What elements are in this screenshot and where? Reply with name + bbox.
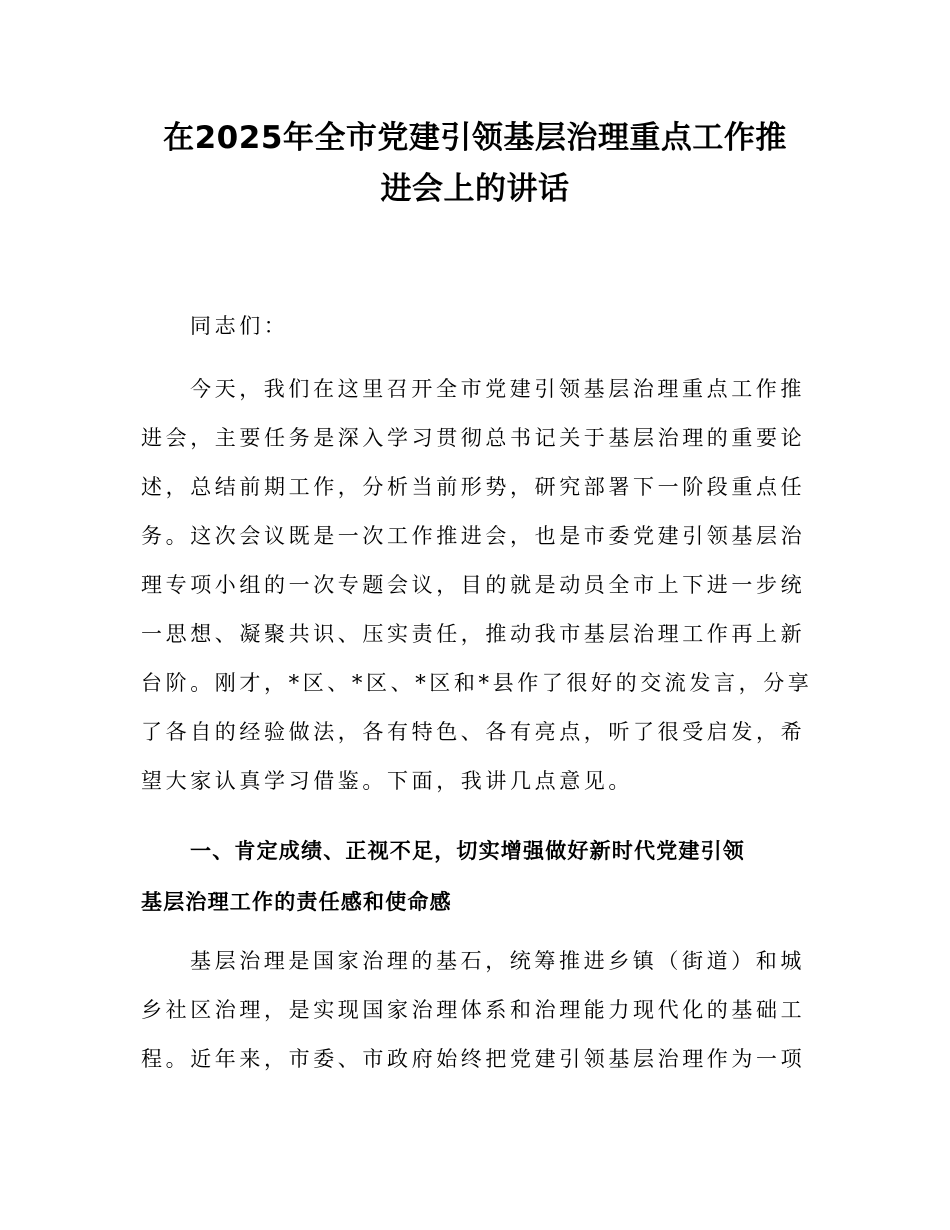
paragraph-line: 基层治理是国家治理的基石，统筹推进乡镇（街道）和城 bbox=[190, 949, 805, 973]
paragraph-line: 一思想、凝聚共识、压实责任，推动我市基层治理工作再上新 bbox=[141, 622, 806, 646]
paragraph-line: 务。这次会议既是一次工作推进会，也是市委党建引领基层治 bbox=[141, 524, 806, 548]
paragraph-line: 望大家认真学习借鉴。下面，我讲几点意见。 bbox=[141, 769, 633, 793]
paragraph-line: 乡社区治理，是实现国家治理体系和治理能力现代化的基础工 bbox=[141, 998, 806, 1022]
heading-line: 一、肯定成绩、正视不足，切实增强做好新时代党建引领 bbox=[190, 839, 745, 863]
section-heading-1 bbox=[141, 826, 821, 928]
salutation-block bbox=[141, 302, 809, 351]
paragraph-line: 台阶。刚才，*区、*区、*区和*县作了很好的交流发言，分享 bbox=[141, 671, 813, 695]
paragraph-line: 程。近年来，市委、市政府始终把党建引领基层治理作为一项 bbox=[141, 1047, 806, 1071]
paragraph-line: 理专项小组的一次专题会议，目的就是动员全市上下进一步统 bbox=[141, 573, 806, 597]
paragraph-line: 进会，主要任务是深入学习贯彻总书记关于基层治理的重要论 bbox=[141, 426, 806, 450]
salutation: 同志们： bbox=[190, 314, 289, 338]
paragraph-section-1 bbox=[141, 937, 809, 1084]
title-line: 进会上的讲话 bbox=[380, 171, 570, 207]
document-title bbox=[120, 113, 830, 215]
paragraph-line: 述，总结前期工作，分析当前形势，研究部署下一阶段重点任 bbox=[141, 475, 806, 499]
paragraph-line: 了各自的经验做法，各有特色、各有亮点，听了很受启发，希 bbox=[141, 720, 806, 744]
paragraph-opening bbox=[141, 365, 813, 806]
paragraph-line: 今天，我们在这里召开全市党建引领基层治理重点工作推 bbox=[190, 377, 805, 401]
title-line: 在2025年全市党建引领基层治理重点工作推 bbox=[163, 120, 787, 156]
heading-line: 基层治理工作的责任感和使命感 bbox=[141, 890, 452, 914]
